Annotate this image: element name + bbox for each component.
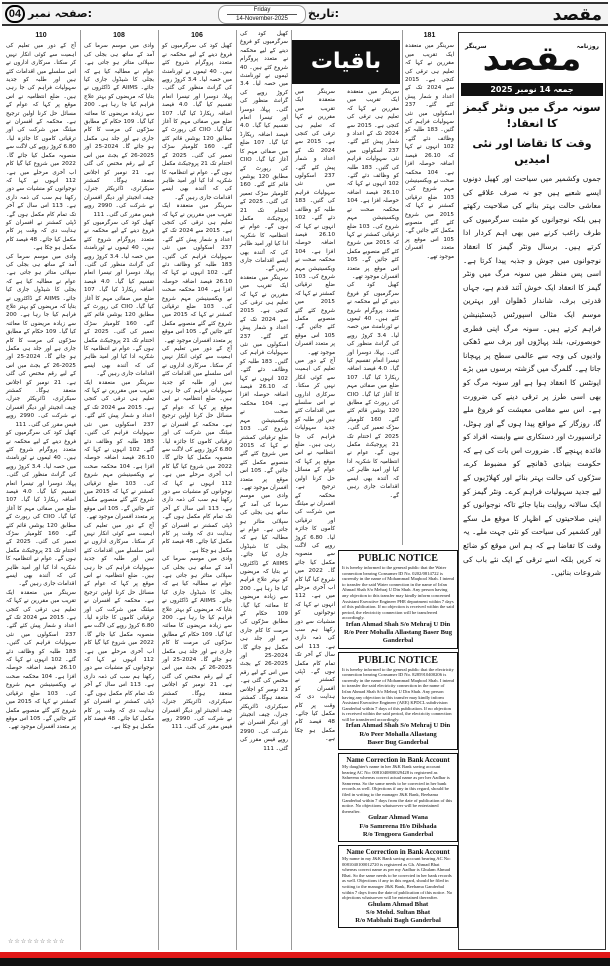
date-label: تاریخ: [308,7,340,20]
notice-relation: S/o Mohd. Sultan Bhat [365,909,431,916]
column-divider [158,30,159,950]
notice-signatory: Ghulam Ahmad Bhat [367,900,429,908]
page-header [2,2,608,26]
article-column-5 [293,88,337,948]
notice-body: My daughter's name in her J&K Bank saving account bearing AC No: 0081040800029428 is registered as Sahreena whereas correct actual name as per her Aadhar is Samreena. So the same needs to be corrected in her bank records as well. Objections if any in this regard, should be filed in writing to the manager J&K Bank, Beehama Ganderbal within 7 days from the date of publication of this notice. No objections whatsoever will be entertained thereafter. [342,764,453,814]
day: Friday [253,7,271,13]
date: 14-November-2025 [236,16,288,22]
editorial-subheadline: وقت کا تقاضا اور نئی امیدیں [472,137,592,166]
notice-address: R/o Peer Mohalla Allastang [359,730,437,738]
column-text: آج کے دور میں تعلیم کی اہمیت سے کوئی انکار نہیں کر سکتا۔ سرکاری اداروں نے اس سلسلے میں اقدامات کئے ہیں اور طلبہ کو جدید سہولیات فراہم کی جا رہی ہیں۔ ضلع انتظامیہ نے اس موقع پر کہا کہ عوام کے مسائل حل کرنا اولین ترجیح ہے۔ محکمہ کے افسران نے میٹنگ میں شرکت کی اور ترقیاتی کاموں کا جائزہ لیا۔ 6.80 کروڑ روپے کی لاگت سے منصوبہ مکمل کیا جائے گا۔ 2022 میں شروع کیا گیا کام اب آخری مرحلے میں ہے۔ 112 انہوں نے کہا کہ نوجوانوں کو منشیات سے دور رکھنا ہم سب کی ذمہ داری ہے۔ 113 اس سال کے آخر تک تمام کام مکمل ہوں گے۔ ڈپٹی کمشنر نے افسران کو ہدایت دی کہ وقت پر کام مکمل کیا جائے۔ 48 فیصد کام مکمل ہو چکا ہے۔ [84,522,154,731]
article-column-2 [82,30,156,948]
footer-black-bar [0,958,610,966]
article-number: 110 [35,32,47,39]
notice-body: It is hereby informed to the general public that the electricity connection bearing Consumer ID No. 8285910400206 is currently in the name of Mohammad Maqbool Shah. I intend to transfer the said electricity connection in the name of Irfan Ahmad Shah S/o Mehraj U Din Shah. Any person having any objection to this transfer may kindly inform Assistant Executive Engineer (AEE) KPDCL subdivision Ganderbal within 7 days of this publication. If no objection is received within the said period, the electricity connection will be transferred accordingly. [342,666,455,722]
column-text: کھیل کود کی سرگرمیوں کو فروغ دینے کے لیے محکمہ نے متعدد پروگرام شروع کئے ہیں۔ 40 ٹیموں نے ٹورنامنٹ میں حصہ لیا۔ 3.4 کروڑ روپے کی گرانٹ منظور کی گئی۔ پہلا، دوسرا اور تیسرا انعام تقسیم کیا گیا۔ 4.0 فیصد اضافہ ریکارڈ کیا گیا۔ 107 ضلع میں صفائی مہم کا آغاز کیا گیا۔ CIIO کی رپورٹ کے مطابق 120 یونٹس قائم کئے گئے۔ 160 کلومیٹر سڑک تعمیر کی گئی۔ 2025 کے اختتام تک 21 پروجیکٹ مکمل ہوں گے۔ عوام نے انتظامیہ کا شکریہ ادا کیا اور امید ظاہر کی کہ آئندہ بھی ایسے اقدامات جاری رہیں گے۔ [240,31,289,273]
editorial-column [458,32,606,950]
newspaper-logo: مقصد [552,5,602,25]
column-text: آج کے دور میں تعلیم کی اہمیت سے کوئی انکار نہیں کر سکتا۔ سرکاری اداروں نے اس سلسلے میں اقدامات کئے ہیں اور طلبہ کو جدید سہولیات فراہم کی جا رہی ہیں۔ ضلع انتظامیہ نے اس موقع پر کہا کہ عوام کے مسائل حل کرنا اولین ترجیح ہے۔ محکمہ کے افسران نے میٹنگ میں شرکت کی اور ترقیاتی کاموں کا جائزہ لیا۔ 6.80 کروڑ روپے کی لاگت سے منصوبہ مکمل کیا جائے گا۔ 2022 میں شروع کیا گیا کام اب آخری مرحلے میں ہے۔ 112 انہوں نے کہا کہ نوجوانوں کو منشیات سے دور رکھنا ہم سب کی ذمہ داری ہے۔ 113 اس سال کے آخر تک تمام کام مکمل ہوں گے۔ ڈپٹی کمشنر نے افسران کو ہدایت دی کہ وقت پر کام مکمل کیا جائے۔ 48 فیصد کام مکمل ہو چکا ہے۔ [162,346,232,554]
notice-address: R/o Tengpora Ganderbal [362,830,434,838]
column-text: آج کے دور میں تعلیم کی اہمیت سے کوئی انکار نہیں کر سکتا۔ سرکاری اداروں نے اس سلسلے میں اقدامات کئے ہیں اور طلبہ کو جدید سہولیات فراہم کی جا رہی ہیں۔ ضلع انتظامیہ نے اس موقع پر کہا کہ عوام کے مسائل حل کرنا اولین ترجیح ہے۔ محکمہ کے افسران نے میٹنگ میں شرکت کی اور ترقیاتی کاموں کا جائزہ لیا۔ 6.80 کروڑ روپے کی لاگت سے منصوبہ مکمل کیا جائے گا۔ 2022 میں شروع کیا گیا کام اب آخری مرحلے میں ہے۔ 112 انہوں نے کہا کہ نوجوانوں کو منشیات سے دور رکھنا ہم سب کی ذمہ داری ہے۔ 113 اس سال کے آخر تک تمام کام مکمل ہوں گے۔ ڈپٹی کمشنر نے افسران کو ہدایت دی کہ وقت پر کام مکمل کیا جائے۔ 48 فیصد کام مکمل ہو چکا ہے۔ [295,358,335,743]
notice-signatory: Irfan Ahmad Shah S/o Mehraj U Din [345,722,451,730]
column-text: وادی میں موسم سرما کی آمد کے ساتھ ہی بجلی کی سپلائی متاثر ہو جاتی ہے۔ عوام نے مطالبہ کیا ہے کہ بجلی کا شیڈول جاری کیا جائے۔ AIIMS کے ڈاکٹروں نے بتایا کہ مریضوں کو بہتر علاج فراہم کیا جا رہا ہے۔ 200 سے زیادہ مریضوں کا معائنہ کیا گیا۔ 109 حکام کے مطابق سڑکوں کی مرمت کا کام جاری ہے اور جلد ہی مکمل ہو جائے گا۔ 2024-25 اور 2025-26 کے بجٹ میں اس کے لیے رقم مختص کی گئی ہے۔ 21 نومبر کو اجلاس منعقد ہوگا۔ کمشنر سیکرٹری، ڈائریکٹر جنرل، چیف انجینئر اور دیگر افسران نے شرکت کی۔ 2990 روپے فیس مقرر کی گئی۔ 111 [84,43,155,218]
page-label: صفحہ نمبر: [28,7,92,20]
column-text: آج کے دور میں تعلیم کی اہمیت سے کوئی انکار نہیں کر سکتا۔ سرکاری اداروں نے اس سلسلے میں اقدامات کئے ہیں اور طلبہ کو جدید سہولیات فراہم کی جا رہی ہیں۔ ضلع انتظامیہ نے اس موقع پر کہا کہ عوام کے مسائل حل کرنا اولین ترجیح ہے۔ محکمہ کے افسران نے میٹنگ میں شرکت کی اور ترقیاتی کاموں کا جائزہ لیا۔ 6.80 کروڑ روپے کی لاگت سے منصوبہ مکمل کیا جائے گا۔ 2022 میں شروع کیا گیا کام اب آخری مرحلے میں ہے۔ 112 انہوں نے کہا کہ نوجوانوں کو منشیات سے دور رکھنا ہم سب کی ذمہ داری ہے۔ 113 اس سال کے آخر تک تمام کام مکمل ہوں گے۔ ڈپٹی کمشنر نے افسران کو ہدایت دی کہ وقت پر کام مکمل کیا جائے۔ 48 فیصد کام مکمل ہو چکا ہے۔ [6,43,76,252]
article-column-4 [238,30,290,948]
notice-address: Baser Bug Ganderbal [367,738,429,746]
article-column-6 [345,88,401,546]
column-text: کھیل کود کی سرگرمیوں کو فروغ دینے کے لیے محکمہ نے متعدد پروگرام شروع کئے ہیں۔ 40 ٹیموں نے ٹورنامنٹ میں حصہ لیا۔ 3.4 کروڑ روپے کی گرانٹ منظور کی گئی۔ پہلا، دوسرا اور تیسرا انعام تقسیم کیا گیا۔ 4.0 فیصد اضافہ ریکارڈ کیا گیا۔ 107 ضلع میں صفائی مہم کا آغاز کیا گیا۔ CIIO کی رپورٹ کے مطابق 120 یونٹس قائم کئے گئے۔ 160 کلومیٹر سڑک تعمیر کی گئی۔ 2025 کے اختتام تک 21 پروجیکٹ مکمل ہوں گے۔ عوام نے انتظامیہ کا شکریہ ادا کیا اور امید ظاہر کی کہ آئندہ بھی ایسے اقدامات جاری رہیں گے۔ [162,43,233,201]
page-number: 04 [5,5,25,23]
article-column-1 [4,30,78,934]
editorial-body: جموں وکشمیر میں سیاحت اور کھیل دونوں ایسے شعبے ہیں جو نہ صرف علاقے کی معاشی حالت بہتر بنانے کی صلاحیت رکھتے ہیں بلکہ نوجوانوں کو مثبت سرگرمیوں کی طرف راغب کرنے میں بھی اہم کردار ادا کرتے ہیں۔ برسال ونٹر گیمز کا انعقاد نوجوانوں میں جوش و جذبہ پیدا کرتا ہے۔ اسی پس منظر میں سونہ مرگ میں ونٹر گیمز کا انعقاد ایک خوش آئند قدم ہے، جہاں قدرتی برف، شاندار ڈھلوان اور بہترین موسم ایک مثالی اسپورٹس ڈیسٹینیشن فراہم کرتے ہیں۔ سونہ مرگ اپنی فطری خوبصورتی، بلند پہاڑوں اور برف سے ڈھکی وادیوں کی وجہ سے عالمی سطح پر پہچانا جاتا ہے۔ گلمرگ میں گزشتہ برسوں میں بڑے ایونٹس کا انعقاد ہوا ہے اور سونہ مرگ کو بھی اسی طرز پر ترقی دینے کی ضرورت ہے۔ اس سے مقامی معیشت کو فروغ ملے گا، روزگار کے مواقع پیدا ہوں گے اور ہوٹل، ٹرانسپورٹ اور دستکاری سے وابستہ افراد کو فائدہ پہنچے گا۔ ضرورت اس بات کی ہے کہ حکومت بنیادی ڈھانچے کو مضبوط کرے، سڑکوں کی حالت بہتر بنائے اور کھلاڑیوں کے لیے جدید سہولیات فراہم کرے۔ ونٹر گیمز کو ایک سالانہ روایت بنایا جائے تاکہ نوجوانوں کو اپنی صلاحیتوں کے اظہار کا موقع مل سکے اور کشمیر کی سیاحت کو نئی جہت ملے۔ یہ وقت کا تقاضا ہے کہ ہم اس موقع کو ضائع نہ کریں بلکہ اسے ترقی کے ایک نئے باب کی شروعات بنائیں۔ [463,174,601,578]
article-number: 181 [423,32,436,39]
notice-title: Name Correction in Bank Account [346,848,450,857]
notice-body: My name in my J&K Bank saving account bearing AC No: 0081040100012720 is registered as Gh. Ahmad Bhat whereas correct name as per my Aadhar is Ghulam Ahmad Bhat. So the same needs to be corrected in her bank records as well. Objections if any in this regard, should be filed in writing to the manager J&K Bank, Beehama Ganderbal within 7 days from the date of publication of this notice. No objections whatsoever will be entertained thereafter. [342,856,453,901]
notice-relation: F/o Samreena H/o Dilshada [359,822,437,830]
column-text: سرینگر میں منعقدہ ایک تقریب میں مقررین نے کہا کہ تعلیم ہی ترقی کی کنجی ہے۔ 2015 سے 2024 تک کے اعداد و شمار پیش کئے گئے۔ 237 اسکولوں میں نئی سہولیات فراہم کی گئیں۔ 183 طلبہ کو وظائف دئے گئے۔ 102 انہوں نے کہا کہ 26.10 فیصد اضافہ حوصلہ افزا ہے۔ 104 محکمہ صحت نے ویکسینیشن مہم شروع کی۔ 103 ضلع ترقیاتی کمشنر نے کہا کہ 2015 میں شروع کئے گئے منصوبے مکمل کئے جائیں گے۔ 105 اس موقع پر متعدد افسران موجود تھے۔ [162,203,233,344]
article-column-3 [160,30,234,948]
public-notice-electricity [338,652,458,751]
article-number: 106 [191,32,203,39]
column-text: کھیل کود کی سرگرمیوں کو فروغ دینے کے لیے محکمہ نے متعدد پروگرام شروع کئے ہیں۔ 40 ٹیموں نے ٹورنامنٹ میں حصہ لیا۔ 3.4 کروڑ روپے کی گرانٹ منظور کی گئی۔ پہلا، دوسرا اور تیسرا انعام تقسیم کیا گیا۔ 4.0 فیصد اضافہ ریکارڈ کیا گیا۔ 107 ضلع میں صفائی مہم کا آغاز کیا گیا۔ CIIO کی رپورٹ کے مطابق 120 یونٹس قائم کئے گئے۔ 160 کلومیٹر سڑک تعمیر کی گئی۔ 2025 کے اختتام تک 21 پروجیکٹ مکمل ہوں گے۔ عوام نے انتظامیہ کا شکریہ ادا کیا اور امید ظاہر کی کہ آئندہ بھی ایسے اقدامات جاری رہیں گے۔ [347,282,400,499]
notice-signatory: Gulzar Ahmad Wana [368,814,428,822]
notice-body: It is hereby informed to the general public that the Water connection bearing Consumer ID No. 0202/0814722 is currently in the name of Mohammad Maqbool Shah. I intend to transfer the said Water connection in the name of Irfan Ahmad Shah S/o Mehraj U Din Shah. Any person having any objection to this transfer may kindly inform concerned Assistant Executive Engineer PHE department within 7 days of this publication. If no objection is received within the said period, the electricity connection will be transferred accordingly. [342,565,455,621]
tagline: روزنامہ [576,43,599,50]
name-correction-notice-2 [338,845,458,928]
editorial-headline: سونہ مرگ میں ونٹر گیمز کا انعقاد! [463,101,601,130]
notice-title: Name Correction in Bank Account [346,756,450,765]
column-divider [80,30,81,950]
masthead-title: مقصد [482,39,582,79]
public-notice-water [338,550,458,649]
end-stars: ☆☆☆☆☆☆☆☆☆ [8,938,66,945]
article-number: 108 [113,32,125,39]
column-text: وادی میں موسم سرما کی آمد کے ساتھ ہی بجلی کی سپلائی متاثر ہو جاتی ہے۔ عوام نے مطالبہ کیا ہے کہ بجلی کا شیڈول جاری کیا جائے۔ AIIMS کے ڈاکٹروں نے بتایا کہ مریضوں کو بہتر علاج فراہم کیا جا رہا ہے۔ 200 سے زیادہ مریضوں کا معائنہ کیا گیا۔ 109 حکام کے مطابق سڑکوں کی مرمت کا کام جاری ہے اور جلد ہی مکمل ہو جائے گا۔ 2024-25 اور 2025-26 کے بجٹ میں اس کے لیے رقم مختص کی گئی ہے۔ 21 نومبر کو اجلاس منعقد ہوگا۔ کمشنر سیکرٹری، ڈائریکٹر جنرل، چیف انجینئر اور دیگر افسران نے شرکت کی۔ 2990 روپے فیس مقرر کی گئی۔ 111 [6,253,77,428]
column-text: سرینگر میں منعقدہ ایک تقریب میں مقررین نے کہا کہ تعلیم ہی ترقی کی کنجی ہے۔ 2015 سے 2024 تک کے اعداد و شمار پیش کئے گئے۔ 237 اسکولوں میں نئی سہولیات فراہم کی گئیں۔ 183 طلبہ کو وظائف دئے گئے۔ 102 انہوں نے کہا کہ 26.10 فیصد اضافہ حوصلہ افزا ہے۔ 104 محکمہ صحت نے ویکسینیشن مہم شروع کی۔ 103 ضلع ترقیاتی کمشنر نے کہا کہ 2015 میں شروع کئے گئے منصوبے مکمل کئے جائیں گے۔ 105 اس موقع پر متعدد افسران موجود تھے۔ [405,43,455,260]
notice-title: PUBLIC NOTICE [358,553,438,564]
date-box [218,5,306,24]
notices-stack [338,550,458,928]
column-divider [236,30,237,950]
column-text: سرینگر میں منعقدہ ایک تقریب میں مقررین نے کہا کہ تعلیم ہی ترقی کی کنجی ہے۔ 2015 سے 2024 تک کے اعداد و شمار پیش کئے گئے۔ 237 اسکولوں میں نئی سہولیات فراہم کی گئیں۔ 183 طلبہ کو وظائف دئے گئے۔ 102 انہوں نے کہا کہ 26.10 فیصد اضافہ حوصلہ افزا ہے۔ 104 محکمہ صحت نے ویکسینیشن مہم شروع کی۔ 103 ضلع ترقیاتی کمشنر نے کہا کہ 2015 میں شروع کئے گئے منصوبے مکمل کئے جائیں گے۔ 105 اس موقع پر متعدد افسران موجود تھے۔ [240,274,288,491]
editorial-masthead [459,39,605,79]
column-text: سرینگر میں منعقدہ ایک تقریب میں مقررین نے کہا کہ تعلیم ہی ترقی کی کنجی ہے۔ 2015 سے 2024 تک کے اعداد و شمار پیش کئے گئے۔ 237 اسکولوں میں نئی سہولیات فراہم کی گئیں۔ 183 طلبہ کو وظائف دئے گئے۔ 102 انہوں نے کہا کہ 26.10 فیصد اضافہ حوصلہ افزا ہے۔ 104 محکمہ صحت نے ویکسینیشن مہم شروع کی۔ 103 ضلع ترقیاتی کمشنر نے کہا کہ 2015 میں شروع کئے گئے منصوبے مکمل کئے جائیں گے۔ 105 اس موقع پر متعدد افسران موجود تھے۔ [295,89,335,356]
city-label: سرینگر [465,43,487,50]
article-column-7 [403,30,456,546]
notice-title: PUBLIC NOTICE [358,654,438,666]
name-correction-notice-1 [338,753,458,842]
column-text: وادی میں موسم سرما کی آمد کے ساتھ ہی بجلی کی سپلائی متاثر ہو جاتی ہے۔ عوام نے مطالبہ کیا ہے کہ بجلی کا شیڈول جاری کیا جائے۔ AIIMS کے ڈاکٹروں نے بتایا کہ مریضوں کو بہتر علاج فراہم کیا جا رہا ہے۔ 200 سے زیادہ مریضوں کا معائنہ کیا گیا۔ 109 حکام کے مطابق سڑکوں کی مرمت کا کام جاری ہے اور جلد ہی مکمل ہو جائے گا۔ 2024-25 اور 2025-26 کے بجٹ میں اس کے لیے رقم مختص کی گئی ہے۔ 21 نومبر کو اجلاس منعقد ہوگا۔ کمشنر سیکرٹری، ڈائریکٹر جنرل، چیف انجینئر اور دیگر افسران نے شرکت کی۔ 2990 روپے فیس مقرر کی گئی۔ 111 [240,493,288,752]
column-text: سرینگر میں منعقدہ ایک تقریب میں مقررین نے کہا کہ تعلیم ہی ترقی کی کنجی ہے۔ 2015 سے 2024 تک کے اعداد و شمار پیش کئے گئے۔ 237 اسکولوں میں نئی سہولیات فراہم کی گئیں۔ 183 طلبہ کو وظائف دئے گئے۔ 102 انہوں نے کہا کہ 26.10 فیصد اضافہ حوصلہ افزا ہے۔ 104 محکمہ صحت نے ویکسینیشن مہم شروع کی۔ 103 ضلع ترقیاتی کمشنر نے کہا کہ 2015 میں شروع کئے گئے منصوبے مکمل کئے جائیں گے۔ 105 اس موقع پر متعدد افسران موجود تھے۔ [84,379,155,521]
column-text: کھیل کود کی سرگرمیوں کو فروغ دینے کے لیے محکمہ نے متعدد پروگرام شروع کئے ہیں۔ 40 ٹیموں نے ٹورنامنٹ میں حصہ لیا۔ 3.4 کروڑ روپے کی گرانٹ منظور کی گئی۔ پہلا، دوسرا اور تیسرا انعام تقسیم کیا گیا۔ 4.0 فیصد اضافہ ریکارڈ کیا گیا۔ 107 ضلع میں صفائی مہم کا آغاز کیا گیا۔ CIIO کی رپورٹ کے مطابق 120 یونٹس قائم کئے گئے۔ 160 کلومیٹر سڑک تعمیر کی گئی۔ 2025 کے اختتام تک 21 پروجیکٹ مکمل ہوں گے۔ عوام نے انتظامیہ کا شکریہ ادا کیا اور امید ظاہر کی کہ آئندہ بھی ایسے اقدامات جاری رہیں گے۔ [84,219,155,378]
section-heading-baqiyaat: باقیات [292,40,400,84]
column-text: کھیل کود کی سرگرمیوں کو فروغ دینے کے لیے محکمہ نے متعدد پروگرام شروع کئے ہیں۔ 40 ٹیموں نے ٹورنامنٹ میں حصہ لیا۔ 3.4 کروڑ روپے کی گرانٹ منظور کی گئی۔ پہلا، دوسرا اور تیسرا انعام تقسیم کیا گیا۔ 4.0 فیصد اضافہ ریکارڈ کیا گیا۔ 107 ضلع میں صفائی مہم کا آغاز کیا گیا۔ CIIO کی رپورٹ کے مطابق 120 یونٹس قائم کئے گئے۔ 160 کلومیٹر سڑک تعمیر کی گئی۔ 2025 کے اختتام تک 21 پروجیکٹ مکمل ہوں گے۔ عوام نے انتظامیہ کا شکریہ ادا کیا اور امید ظاہر کی کہ آئندہ بھی ایسے اقدامات جاری رہیں گے۔ [6,430,77,588]
column-text: سرینگر میں منعقدہ ایک تقریب میں مقررین نے کہا کہ تعلیم ہی ترقی کی کنجی ہے۔ 2015 سے 2024 تک کے اعداد و شمار پیش کئے گئے۔ 237 اسکولوں میں نئی سہولیات فراہم کی گئیں۔ 183 طلبہ کو وظائف دئے گئے۔ 102 انہوں نے کہا کہ 26.10 فیصد اضافہ حوصلہ افزا ہے۔ 104 محکمہ صحت نے ویکسینیشن مہم شروع کی۔ 103 ضلع ترقیاتی کمشنر نے کہا کہ 2015 میں شروع کئے گئے منصوبے مکمل کئے جائیں گے۔ 105 اس موقع پر متعدد افسران موجود تھے۔ [347,89,400,280]
column-text: وادی میں موسم سرما کی آمد کے ساتھ ہی بجلی کی سپلائی متاثر ہو جاتی ہے۔ عوام نے مطالبہ کیا ہے کہ بجلی کا شیڈول جاری کیا جائے۔ AIIMS کے ڈاکٹروں نے بتایا کہ مریضوں کو بہتر علاج فراہم کیا جا رہا ہے۔ 200 سے زیادہ مریضوں کا معائنہ کیا گیا۔ 109 حکام کے مطابق سڑکوں کی مرمت کا کام جاری ہے اور جلد ہی مکمل ہو جائے گا۔ 2024-25 اور 2025-26 کے بجٹ میں اس کے لیے رقم مختص کی گئی ہے۔ 21 نومبر کو اجلاس منعقد ہوگا۔ کمشنر سیکرٹری، ڈائریکٹر جنرل، چیف انجینئر اور دیگر افسران نے شرکت کی۔ 2990 روپے فیس مقرر کی گئی۔ 111 [162,556,233,731]
column-divider [291,30,292,950]
editorial-date-bar: جمعہ 14 نومبر 2025 [461,83,603,96]
notice-address: R/o Peer Mohalla Allastang Baser Bug Ganderbal [343,629,452,645]
column-text: سرینگر میں منعقدہ ایک تقریب میں مقررین نے کہا کہ تعلیم ہی ترقی کی کنجی ہے۔ 2015 سے 2024 تک کے اعداد و شمار پیش کئے گئے۔ 237 اسکولوں میں نئی سہولیات فراہم کی گئیں۔ 183 طلبہ کو وظائف دئے گئے۔ 102 انہوں نے کہا کہ 26.10 فیصد اضافہ حوصلہ افزا ہے۔ 104 محکمہ صحت نے ویکسینیشن مہم شروع کی۔ 103 ضلع ترقیاتی کمشنر نے کہا کہ 2015 میں شروع کئے گئے منصوبے مکمل کئے جائیں گے۔ 105 اس موقع پر متعدد افسران موجود تھے۔ [6,589,77,731]
notice-signatory: Irfan Ahmad Shah S/o Mehraj U Din [345,620,451,628]
notice-address: R/o Mabhahi Bagh Ganderbal [355,917,441,925]
